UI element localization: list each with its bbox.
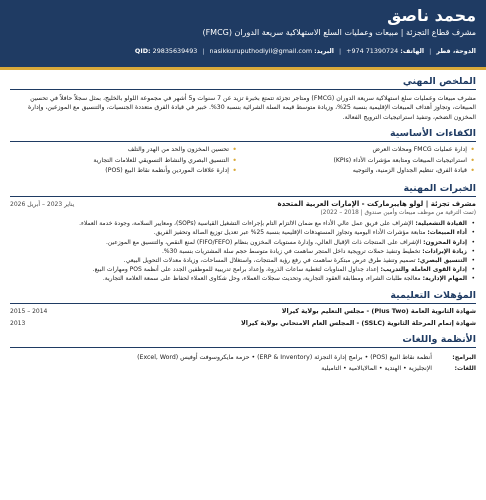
duty-item: • القيادة التشغيلية: الإشراف على فريق عمل عالي الأداء مع ضمان الالتزام التام بإجراءات التشغيل القياسية (SOPs)، ومعايير السلامة، وجودة خدمة العملاء. [10,219,476,228]
section-title-summary: الملخص المهني [10,75,476,90]
programs-label: البرامج: [452,353,476,361]
header-accent-bar [0,67,486,70]
languages-label: اللغات: [454,364,476,372]
education-date: 2013 [10,319,26,327]
tools-block [10,352,476,374]
skills-grid [10,145,476,177]
resume-header [0,0,486,67]
section-title-education: المؤهلات التعليمية [10,289,476,304]
contact-location: الدوحة، قطر [436,47,476,55]
education-date: 2014 – 2015 [10,307,48,315]
tools-programs-row [10,352,476,363]
skill-item: • استراتيجيات المبيعات ومتابعة مؤشرات الأداء (KPIs) [248,156,476,167]
contact-email[interactable]: البريد: nasikkuruputhodiyil@gmail.com [209,47,334,55]
education-title: شهادة الثانوية العامة (Plus Two) - مجلس التعليم بولاية كيرالا [281,306,476,315]
contact-separator: | [338,47,342,55]
tools-languages-row [10,363,476,374]
job-header [10,200,476,209]
skill-item: • إدارة علاقات الموردين وأنظمة نقاط البيع (POS) [10,166,238,177]
job-title: مشرف تجزئة | لولو هايبرماركت - الإمارات العربية المتحدة [277,199,476,208]
duty-item: • أداء المبيعات: متابعة مؤشرات الأداء اليومية وتجاوز المستهدفات الإقليمية بنسبة 25% عبر تعديل توزيع الصالة وتحفيز الفريق. [10,228,476,237]
contact-separator: | [429,47,432,55]
section-title-experience: الخبرات المهنية [10,182,476,197]
contact-separator: | [202,47,205,55]
section-title-skills: الكفاءات الأساسية [10,127,476,142]
duty-item: • المهام الإدارية: معالجة طلبات الشراء، ومطابقة العقود التجارية، وتحديث سجلات العملاء، وحل شكاوى العملاء لحفاظ على سمعة العلامة التجارية. [10,274,476,283]
job-duties-list [10,219,476,283]
duty-item: • التنسيق البصري: تصميم وتنفيذ طرق عرض مبتكرة ساهمت في رفع رؤية المنتجات، واستغلال المساحات، وزيادة معدلات التحويل البيعي. [10,256,476,265]
candidate-subtitle: مشرف قطاع التجزئة | مبيعات وعمليات السلع الاستهلاكية سريعة الدوران (FMCG) [202,28,476,37]
skills-column-right [248,145,476,177]
duty-item: • زيادة الإيرادات: تخطيط وتنفيذ حملات ترويجية داخل المتجر ساهمت في زيادة متوسط حجم سلة المشتريات بنسبة 30%. [10,247,476,256]
duty-item: • إدارة القوى العاملة والتدريب: إعداد جداول المناوبات لتغطية ساعات الذروة، وإعداد برامج تدريبية للموظفين الجدد على أنظمة POS ومهارات البيع. [10,265,476,274]
contact-bar [10,46,476,56]
skill-item: • قيادة الفرق، تنظيم الجداول الزمنية، والتوجيه [248,166,476,177]
duty-item: • إدارة المخزون: الإشراف على المنتجات ذات الإقبال العالي، وإدارة مستويات المخزون بنظام (FIFO/FEFO) لمنع النقص، والتنسيق مع الموزعين. [10,238,476,247]
languages-value: الإنجليزية • الهندية • المالايالامية • التاميلية [321,364,432,372]
job-date: يناير 2023 – أبريل 2026 [10,200,75,208]
skills-column-left [10,145,238,177]
job-promotion-note: (تمت الترقية من موظف مبيعات وأمين صندوق | 2018 – 2022) [320,210,476,217]
contact-phone[interactable]: الهاتف: +974 71390724 [346,47,425,55]
education-item [10,319,476,328]
resume-body [0,75,486,374]
skill-item: • تحسين المخزون والحد من الهدر والتلف [10,145,238,156]
summary-text: مشرف مبيعات وعمليات سلع استهلاكية سريعة الدوران (FMCG) ومتاجر تجزئة تتمتع بخبرة تزيد عن 7 سنوات و5 أشهر في مجموعة اللولو بالخليج، بمثل سجلاً حافلاً في تحسين المبيعات، وتجاوز أهداف المبيعات الإقليمية بنسبة 25%، وزيادة متوسط قيمة السلة الشرائية بنسبة 30%. خبير في قيادة الفرق متعددة الجنسيات، والتنسيق مع الموزعين، وإدارة المخزون الضخم، وتنفيذ استراتيجيات الترويج الفعالة. [28,95,476,121]
skill-item: • التنسيق البصري والنشاط التسويقي للعلامات التجارية [10,156,238,167]
programs-value: أنظمة نقاط البيع (POS) • برامج إدارة التجزئة (ERP & Inventory) • حزمة مايكروسوفت أوفيس (Excel, Word) [137,353,432,361]
contact-qid: QID: 29835639493 [134,47,198,55]
section-title-tools: الأنظمة واللغات [10,333,476,348]
education-item [10,307,476,316]
skill-item: • إدارة عمليات FMCG ومحلات العرض [248,145,476,156]
candidate-name: محمد ناصق [387,6,476,25]
education-title: شهادة إتمام المرحلة الثانوية (SSLC) - المجلس العام الامتحاني بولاية كيرالا [240,318,476,327]
